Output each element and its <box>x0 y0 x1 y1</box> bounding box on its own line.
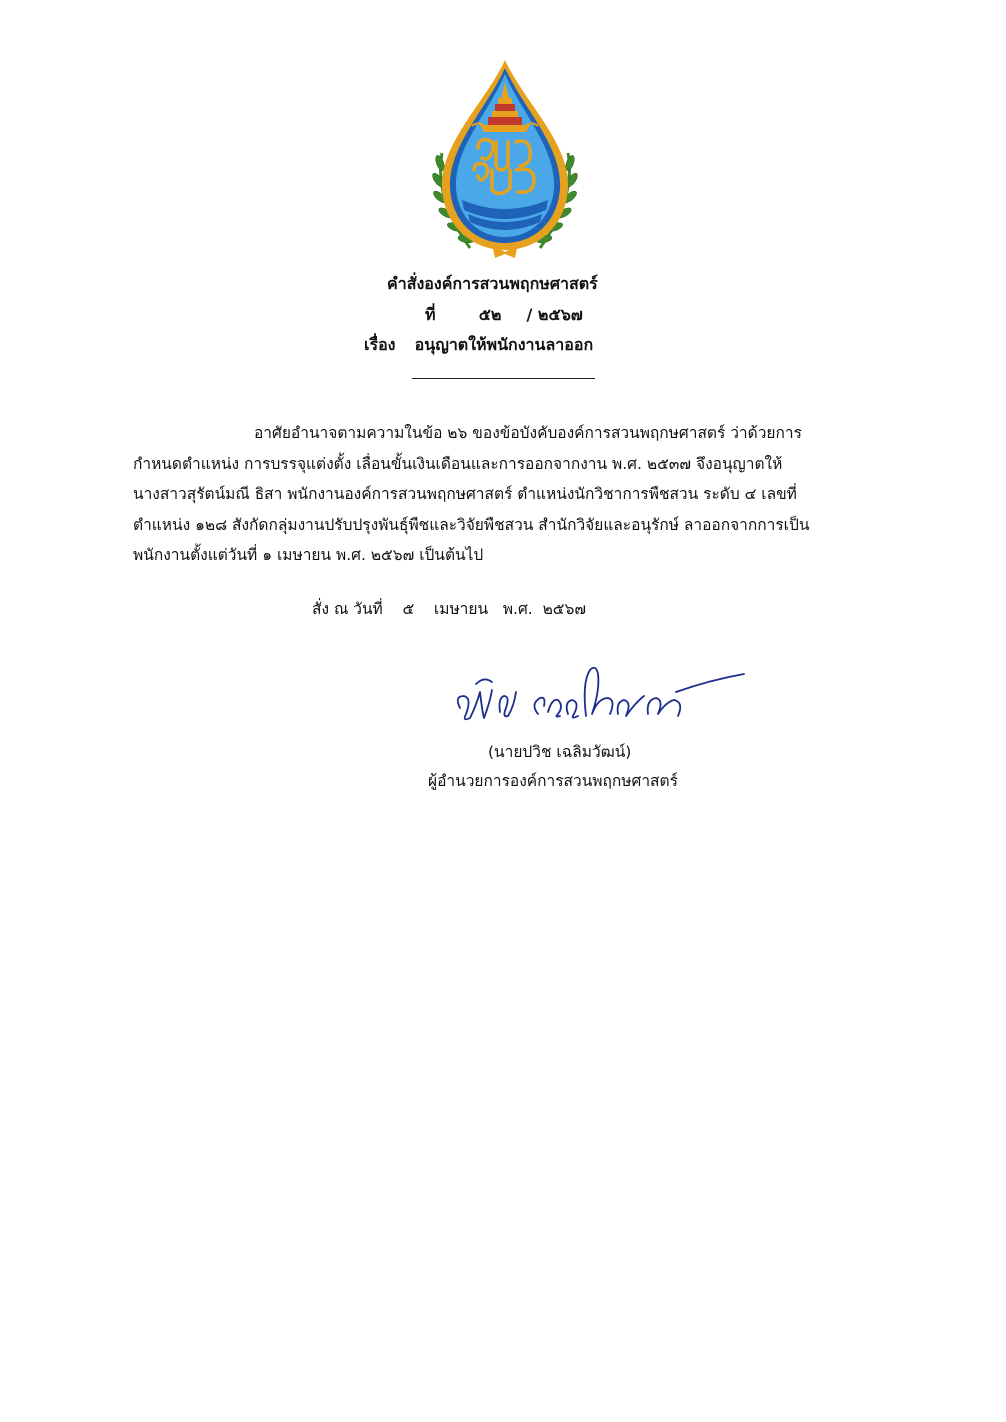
order-subject <box>364 333 764 358</box>
order-body <box>133 418 878 571</box>
order-number-value: ๕๒ <box>478 305 502 324</box>
body-line: พนักงานตั้งแต่วันที่ ๑ เมษายน พ.ศ. ๒๕๖๗ เป็นต้นไป <box>133 546 484 564</box>
signer-title: ผู้อำนวยการองค์การสวนพฤกษศาสตร์ <box>428 772 678 790</box>
order-number-prefix: ที่ <box>425 305 436 324</box>
header-divider <box>412 378 595 379</box>
organization-logo <box>430 58 580 263</box>
subject-label: เรื่อง <box>364 335 396 354</box>
subject-text: อนุญาตให้พนักงานลาออก <box>414 335 594 354</box>
signer-name: (นายปวิช เฉลิมวัฒน์) <box>488 743 632 761</box>
body-line: อาศัยอำนาจตามความในข้อ ๒๖ ของข้อบังคับองค์การสวนพฤกษศาสตร์ ว่าด้วยการ <box>254 424 802 442</box>
order-number <box>425 303 725 328</box>
order-title: คำสั่งองค์การสวนพฤกษศาสตร์ <box>387 274 598 293</box>
signature-image <box>440 662 750 730</box>
body-line: นางสาวสุรัตน์มณี ธิสา พนักงานองค์การสวนพฤกษศาสตร์ ตำแหน่งนักวิชาการพืชสวน ระดับ ๔ เลขที่ <box>133 485 797 503</box>
body-line: กำหนดตำแหน่ง การบรรจุแต่งตั้ง เลื่อนขั้นเงินเดือนและการออกจากงาน พ.ศ. ๒๕๓๗ จึงอนุญาตให้ <box>133 454 783 473</box>
order-date: สั่ง ณ วันที่ ๕ เมษายน พ.ศ. ๒๕๖๗ <box>312 600 587 618</box>
order-number-year: / ๒๕๖๗ <box>526 305 583 324</box>
body-line: ตำแหน่ง ๑๒๘ สังกัดกลุ่มงานปรับปรุงพันธุ์พืชและวิจัยพืชสวน สำนักวิจัยและอนุรักษ์ ลาออกจากการเป็น <box>133 515 810 534</box>
